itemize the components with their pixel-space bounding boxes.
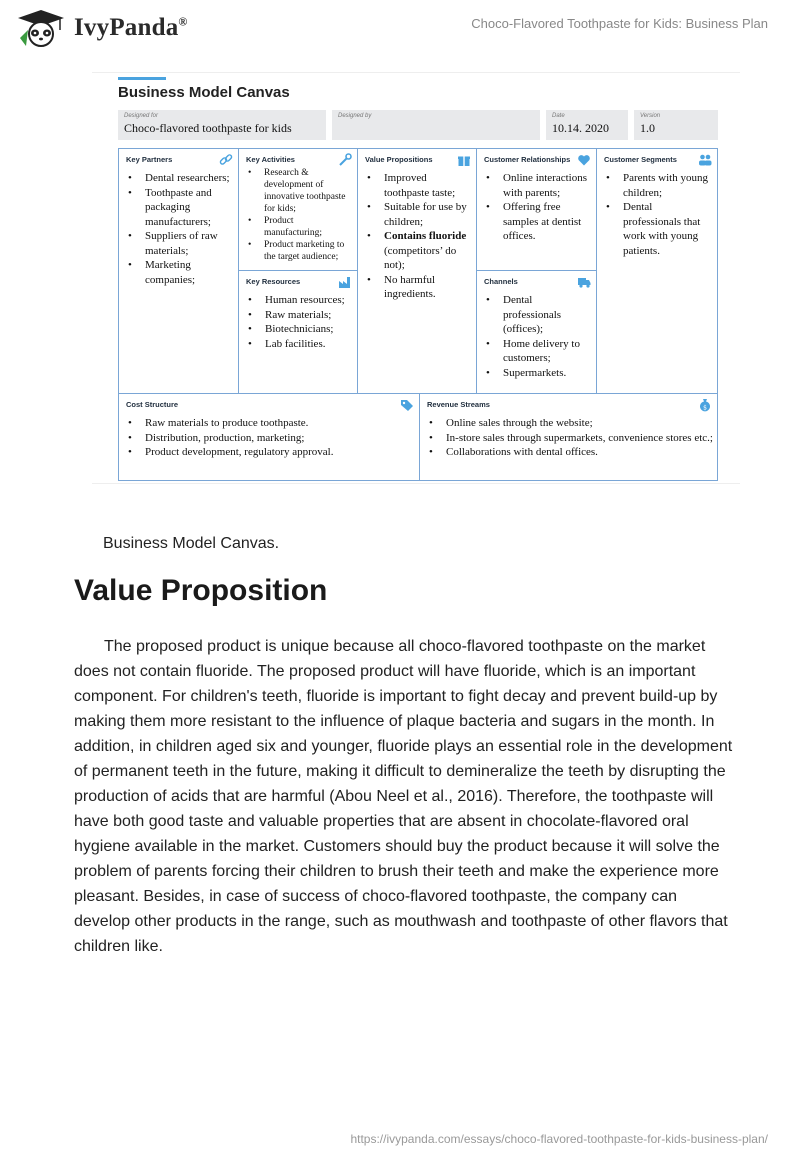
designed-by-box (332, 110, 540, 140)
key-partners-list (125, 171, 238, 287)
list-item: • Offering free samples at dentist offices. (483, 200, 592, 244)
list-item: • Product development, regulatory approval. (125, 445, 333, 460)
key-activities-cell (238, 148, 358, 271)
customer-segments-cell (596, 148, 718, 394)
list-item: • Dental researchers; (125, 171, 234, 186)
people-icon (698, 153, 712, 167)
svg-text:$: $ (703, 404, 707, 412)
cost-structure-list (125, 416, 337, 460)
wrench-icon (338, 153, 352, 167)
link-icon (219, 153, 233, 167)
designed-for-box (118, 110, 326, 140)
value-propositions-list (364, 171, 476, 302)
source-url[interactable]: https://ivypanda.com/essays/choco-flavored-toothpaste-for-kids-business-plan/ (350, 1132, 768, 1146)
truck-icon (577, 275, 591, 289)
list-item: • Research & development of innovative toothpaste for kids; (245, 167, 353, 215)
gift-icon (457, 153, 471, 167)
canvas-title: Business Model Canvas (118, 84, 290, 101)
key-partners-title: Key Partners (126, 155, 173, 164)
list-item: • Online sales through the website; (426, 416, 713, 431)
list-item: • Suppliers of raw materials; (125, 229, 234, 258)
title-accent-bar (118, 77, 166, 80)
value-propositions-title: Value Propositions (365, 155, 433, 164)
figure-caption: Business Model Canvas. (103, 535, 280, 552)
revenue-streams-cell (419, 393, 718, 481)
factory-icon (338, 275, 352, 289)
list-item: • Toothpaste and packaging manufacturers; (125, 186, 234, 230)
logo-text: IvyPanda® (74, 14, 188, 41)
date-box (546, 110, 628, 140)
list-item: • Supermarkets. (483, 366, 592, 381)
ivypanda-logo[interactable] (14, 8, 188, 48)
key-partners-cell (118, 148, 239, 394)
designed-for-label: Designed for (124, 113, 159, 119)
key-activities-title: Key Activities (246, 155, 295, 164)
cost-structure-title: Cost Structure (126, 400, 179, 409)
customer-segments-list (603, 171, 717, 258)
cost-structure-cell (118, 393, 420, 481)
list-item: • Human resources; (245, 293, 345, 308)
list-item: • Distribution, production, marketing; (125, 431, 333, 446)
list-item: • Collaborations with dental offices. (426, 445, 713, 460)
document-title: Choco-Flavored Toothpaste for Kids: Business Plan (471, 16, 768, 31)
list-item: • Improved toothpaste taste; (364, 171, 472, 200)
version-value: 1.0 (640, 121, 655, 135)
date-label: Date (552, 113, 565, 119)
section-heading: Value Proposition (74, 574, 328, 607)
channels-list (483, 293, 596, 380)
list-item: • Dental professionals that work with young patients. (603, 200, 713, 258)
key-activities-list (245, 167, 357, 263)
list-item: • Home delivery to customers; (483, 337, 592, 366)
money-bag-icon (698, 398, 712, 412)
list-item: • Marketing companies; (125, 258, 234, 287)
customer-relationships-title: Customer Relationships (484, 155, 571, 164)
body-paragraph: The proposed product is unique because all choco-flavored toothpaste on the market does not contain fluoride. The proposed product will have fluoride, which is an important component. For children's teeth, fluoride is important to fight decay and prevent build-up by making them more resistant to the influence of plaque bacteria and sugars in the month. In addition, in children aged six and younger, fluoride plays an essential role in the development of permanent teeth in the future, making it difficult to demineralize the teeth by disrupting the production of acids that are harmful (Abou Neel et al., 2016). Therefore, the toothpaste will have both good taste and valuable properties that are absent in chocolate-flavored oral hygiene available in the market. Customers should buy the product because it will solve the problem of parents forcing their children to brush their teeth and make the experience more pleasant. Besides, in case of success of choco-flavored toothpaste, the company can develop other products in the range, such as mouthwash and toothpaste of other flavors that children like. (74, 638, 733, 955)
list-item: • Parents with young children; (603, 171, 713, 200)
fluoride-highlight: Contains fluoride (384, 230, 467, 242)
key-resources-list (245, 293, 349, 351)
list-item: • Raw materials; (245, 308, 345, 323)
list-item: • Product manufacturing; (245, 215, 353, 239)
list-item: • In-store sales through supermarkets, convenience stores etc.; (426, 431, 713, 446)
list-item: • Suitable for use by children; (364, 200, 472, 229)
competitors-note: (competitors’ do not); (384, 244, 457, 271)
channels-title: Channels (484, 277, 518, 286)
list-item: • No harmful ingredients. (364, 273, 472, 302)
channels-cell (476, 270, 597, 394)
key-resources-cell (238, 270, 358, 394)
list-item: • Lab facilities. (245, 337, 345, 352)
customer-relationships-cell (476, 148, 597, 271)
designed-by-label: Designed by (338, 113, 372, 119)
revenue-streams-title: Revenue Streams (427, 400, 490, 409)
revenue-streams-list (426, 416, 717, 460)
list-item: • Dental professionals (offices); (483, 293, 592, 337)
customer-segments-title: Customer Segments (604, 155, 677, 164)
tag-icon (400, 398, 414, 412)
list-item: • Raw materials to produce toothpaste. (125, 416, 333, 431)
list-item: • Product marketing to the target audience; (245, 239, 353, 263)
version-label: Version (640, 113, 661, 119)
business-model-canvas-figure (92, 72, 740, 484)
list-item (364, 229, 472, 273)
value-propositions-cell (357, 148, 477, 394)
designed-for-value: Choco-flavored toothpaste for kids (124, 121, 292, 135)
customer-relationships-list (483, 171, 596, 244)
version-box (634, 110, 718, 140)
key-resources-title: Key Resources (246, 277, 301, 286)
date-value: 10.14. 2020 (552, 121, 609, 135)
heart-icon (577, 153, 591, 167)
list-item: • Online interactions with parents; (483, 171, 592, 200)
panda-logo-icon (14, 8, 68, 48)
list-item: • Biotechnicians; (245, 322, 345, 337)
